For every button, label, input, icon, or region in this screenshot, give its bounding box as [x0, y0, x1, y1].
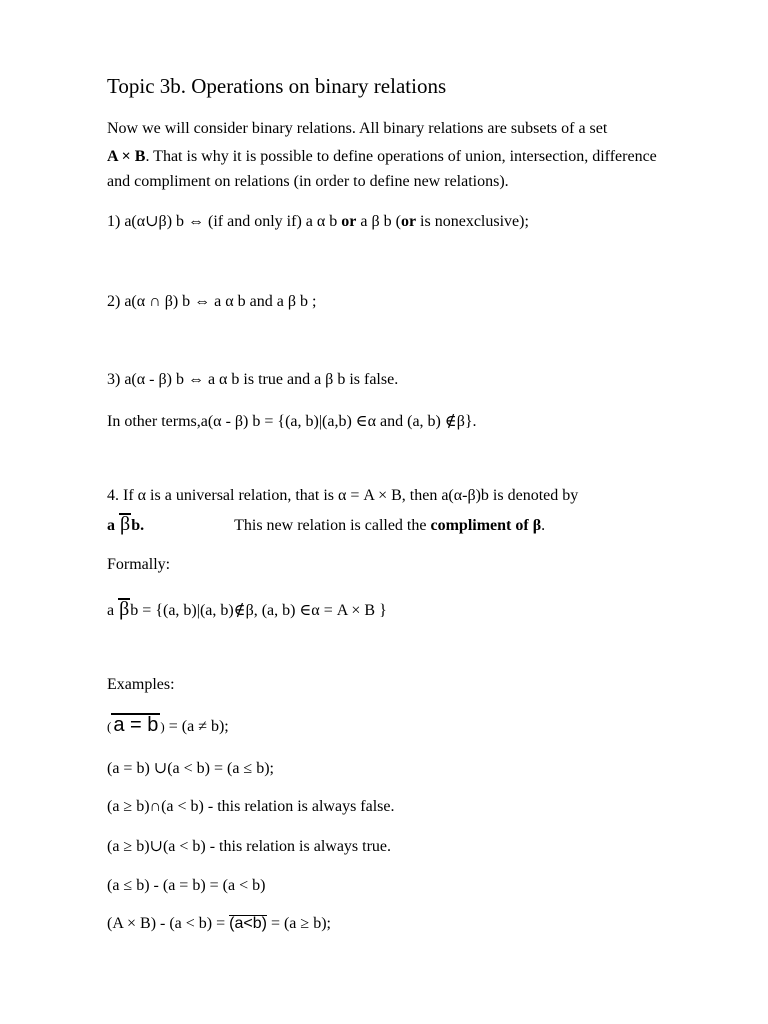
example-3: (a ≥ b)∩(a < b) - this relation is always false. — [107, 798, 395, 815]
example-6-text: (A × B) - (a < b) = — [107, 915, 230, 932]
formal-definition — [107, 598, 387, 620]
example-1 — [107, 713, 229, 736]
example-2: (a = b) ∪(a < b) = (a ≤ b); — [107, 760, 274, 777]
compliment-term: compliment of β — [430, 517, 542, 534]
or-bold-2: or — [400, 213, 417, 230]
operation-intersection: 2) a(α ∩ β) b ⇔ a α b and a β b ; — [107, 293, 317, 310]
intro-line-2-text: . That is why it is possible to define operations of union, intersection, difference — [145, 148, 657, 165]
example-6-overlined: (a<b) — [229, 915, 267, 932]
union-text-1: 1) a(α∪β) b ⇔ (if and only if) a α b — [107, 213, 342, 230]
compliment-notation-line — [107, 513, 545, 535]
universal-relation-line: 4. If α is a universal relation, that is α = A × B, then a(α-β)b is denoted by — [107, 487, 579, 504]
set-product-bold: A × B — [107, 148, 146, 165]
formal-beta-overline: β — [119, 598, 130, 620]
example-1-close: ) — [160, 719, 165, 734]
example-6-rest: = (a ≥ b); — [266, 915, 331, 932]
example-1-overlined: a = b — [113, 714, 159, 736]
intro-line-2 — [107, 148, 657, 166]
example-4: (a ≥ b)∪(a < b) - this relation is always true. — [107, 838, 392, 855]
operation-union — [107, 213, 529, 231]
page-title: Topic 3b. Operations on binary relations — [107, 74, 447, 98]
intro-line-1: Now we will consider binary relations. All binary relations are subsets of a set — [107, 120, 608, 137]
example-1-rest: = (a ≠ b); — [164, 718, 229, 735]
compliment-dot: . — [541, 517, 546, 534]
operation-difference: 3) a(α - β) b ⇔ a α b is true and a β b is false. — [107, 371, 399, 388]
or-bold-1: or — [341, 213, 357, 230]
beta-overline: β — [120, 513, 131, 535]
b-bold: b. — [131, 517, 145, 534]
example-5: (a ≤ b) - (a = b) = (a < b) — [107, 877, 266, 894]
union-text-2: a β b ( — [356, 213, 401, 230]
union-text-3: is nonexclusive); — [416, 213, 529, 230]
a-bold: a — [107, 517, 119, 534]
formal-rest: b = {(a, b)|(a, b)∉β, (a, b) ∈α = A × B } — [130, 602, 387, 619]
intro-line-3: and compliment on relations (in order to define new relations). — [107, 173, 509, 190]
examples-label: Examples: — [107, 676, 175, 693]
example-1-open: ( — [107, 719, 112, 734]
new-relation-text: This new relation is called the — [234, 517, 431, 534]
example-6 — [107, 915, 331, 933]
difference-set-notation: In other terms,a(α - β) b = {(a, b)|(a,b) ∈α and (a, b) ∉β}. — [107, 413, 477, 430]
formal-a: a — [107, 602, 119, 619]
formally-label: Formally: — [107, 556, 171, 573]
